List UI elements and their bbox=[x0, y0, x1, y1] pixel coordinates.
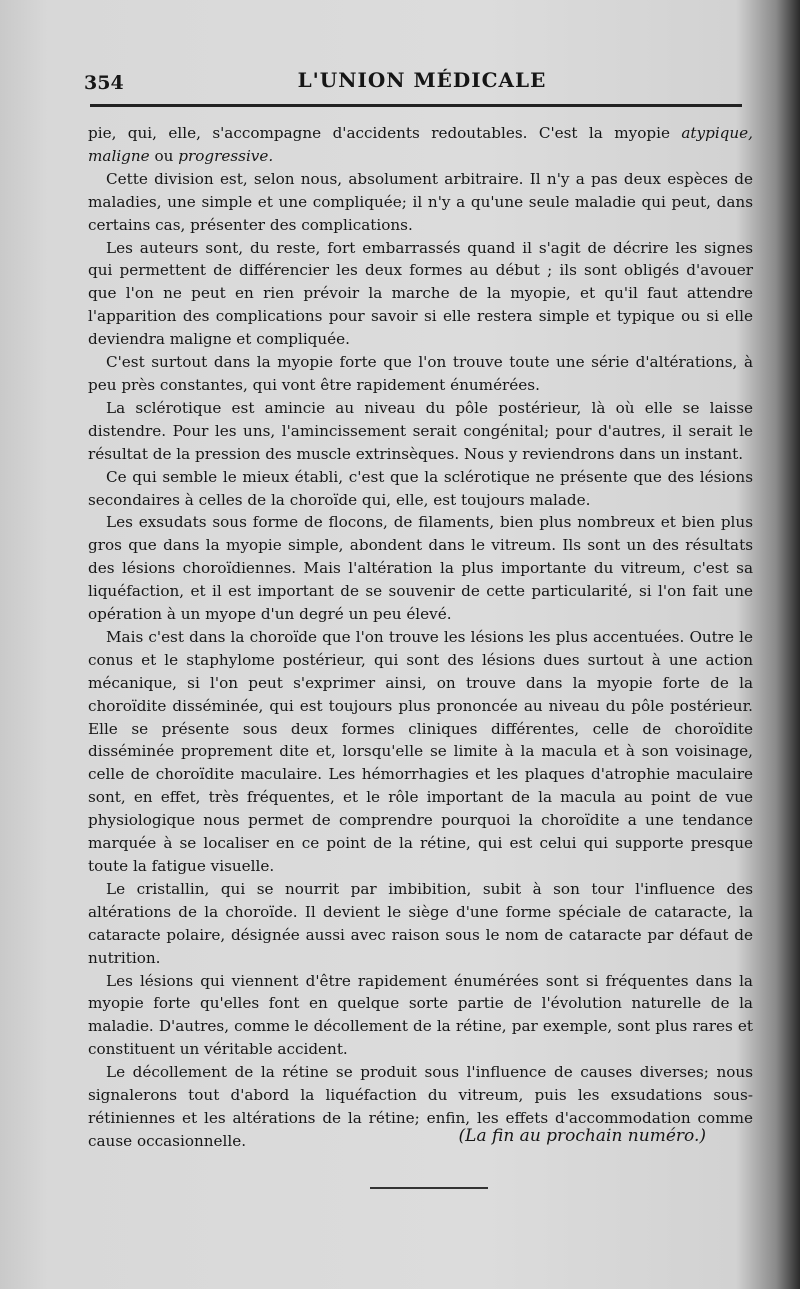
text-run: ou bbox=[149, 146, 179, 165]
paragraph: Les auteurs sont, du reste, fort embarrassés quand il s'agit de décrire les signes qui permettent de différencier les deux formes au début ; ils sont obligés d'avouer que l'on ne peut en rien prévoir la marche de la myopie, et qu'il faut attendre l'apparition des complications pour savoir si elle restera simple et typique ou si elle deviendra maligne et compliquée. bbox=[88, 238, 753, 349]
body-text bbox=[88, 122, 753, 1153]
end-rule bbox=[370, 1187, 488, 1189]
text-run: pie, qui, elle, s'accompagne d'accidents redoutables. C'est la myopie bbox=[88, 124, 682, 142]
paragraph: Les exsudats sous forme de flocons, de filaments, bien plus nombreux et bien plus gros que dans la myopie simple, abondent dans le vitreum. Ils sont un des résultats des lésions choroïdiennes. Mais l'altération la plus importante du vitreum, c'est sa liquéfaction, et il est important de se souvenir de cette particularité, si l'on fait une opération à un myope d'un degré un peu élevé. bbox=[88, 513, 753, 624]
paragraph-continued bbox=[88, 122, 753, 168]
paragraph: Mais c'est dans la choroïde que l'on trouve les lésions les plus accentuées. Outre le conus et le staphylome postérieur, qui sont des lésions dues surtout à une action mécanique, si l'on peut s'exprimer ainsi, on trouve dans la myopie forte de la choroïdite disséminée, qui est toujours plus prononcée au niveau du pôle postérieur. Elle se présente sous deux formes cliniques différentes, celle de choroïdite disséminée proprement dite et, lorsqu'elle se limite à la macula et à son voisinage, celle de choroïdite maculaire. Les hémorrhagies et les plaques d'atrophie maculaire sont, en effet, très fréquentes, et le rôle important de la macula au point de vue physiologique nous permet de comprendre pourquoi la choroïdite a une tendance marquée à se localiser en ce point de la rétine, qui est celui qui supporte presque toute la fatigue visuelle. bbox=[88, 627, 753, 875]
paragraph: Les lésions qui viennent d'être rapidement énumérées sont si fréquentes dans la myopie forte qu'elles font en quelque sorte partie de l'évolution naturelle de la maladie. D'autres, comme le décollement de la rétine, par exemple, sont plus rares et constituent un véritable accident. bbox=[88, 971, 753, 1059]
paragraph: Ce qui semble le mieux établi, c'est que la sclérotique ne présente que des lésions secondaires à celles de la choroïde qui, elle, est toujours malade. bbox=[88, 467, 753, 509]
paragraph: C'est surtout dans la myopie forte que l'on trouve toute une série d'altérations, à peu près constantes, qui vont être rapidement énumérées. bbox=[88, 353, 753, 394]
page-number: 354 bbox=[84, 72, 124, 94]
paragraph: La sclérotique est amincie au niveau du pôle postérieur, là où elle se laisse distendre. Pour les uns, l'amincissement serait congénital; pour d'autres, il serait le résultat de la pression des muscle extrinsèques. Nous y reviendrons dans un instant. bbox=[88, 398, 753, 463]
header-rule bbox=[90, 104, 742, 107]
page-header bbox=[82, 68, 762, 98]
paragraph: Le décollement de la rétine se produit sous l'influence de causes diverses; nous signalerons tout d'abord la liquéfaction du vitreum, puis les exsudations sous-rétiniennes et les altérations de la rétine; enfin, les effets d'accommodation comme cause occasionnelle. bbox=[88, 1063, 753, 1150]
running-title: L'UNION MÉDICALE bbox=[297, 68, 547, 92]
to-be-continued-note: (La fin au prochain numéro.) bbox=[458, 1126, 706, 1146]
italic-run: progressive. bbox=[178, 146, 274, 165]
paragraph: Cette division est, selon nous, absolument arbitraire. Il n'y a pas deux espèces de maladies, une simple et une compliquée; il n'y a qu'une seule maladie qui peut, dans certains cas, présenter des complications. bbox=[88, 169, 753, 234]
italic-run: atypique, maligne bbox=[88, 124, 753, 165]
paragraph: Le cristallin, qui se nourrit par imbibition, subit à son tour l'influence des altérations de la choroïde. Il devient le siège d'une forme spéciale de cataracte, la cataracte polaire, désignée aussi avec raison sous le nom de cataracte par défaut de nutrition. bbox=[88, 879, 753, 967]
